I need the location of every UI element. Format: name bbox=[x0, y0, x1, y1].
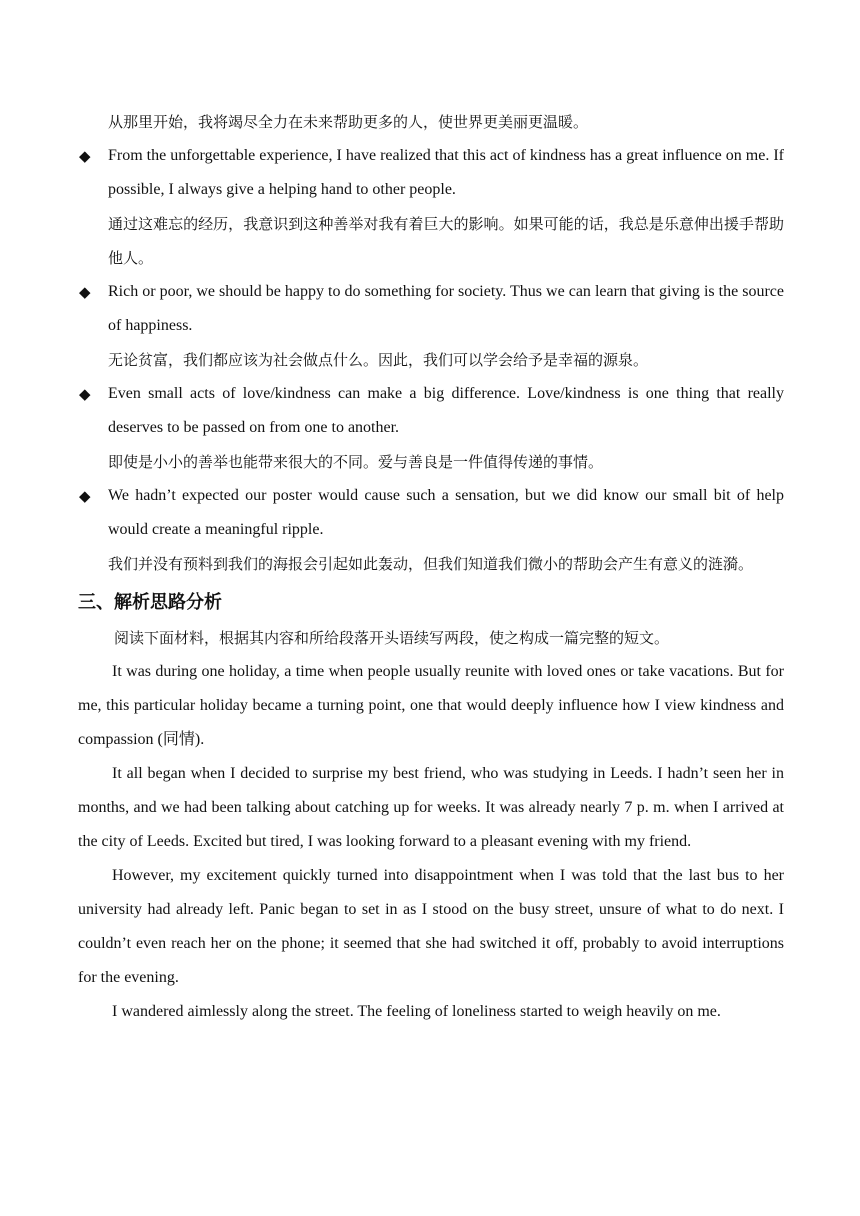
story-paragraph-3: However, my excitement quickly turned into disappointment when I was told that the last bus to her university had already left. Panic began to set in as I stood on the busy street, unsure of what to do next. I couldn’t even reach her on the phone; it seemed that she had switched it off, probably to avoid interruptions for the evening. bbox=[78, 867, 784, 986]
story-paragraph-2: It all began when I decided to surprise my best friend, who was studying in Leeds. I hadn’t seen her in months, and we had been talking about catching up for weeks. It was already nearly 7 p. m. when I arrived at the city of Leeds. Excited but tired, I was looking forward to a pleasant evening with my friend. bbox=[78, 765, 784, 850]
section-heading: 三、解析思路分析 bbox=[78, 592, 222, 613]
document-page bbox=[78, 105, 784, 1029]
bullet-english-text: We hadn’t expected our poster would cause such a sensation, but we did know our small bit of help would create a meaningful ripple. bbox=[108, 487, 784, 538]
intro-line: 从那里开始，我将竭尽全力在未来帮助更多的人，使世界更美丽更温暖。 bbox=[108, 113, 589, 131]
diamond-bullet-icon: ◆ bbox=[79, 385, 91, 403]
bullet-item-3 bbox=[78, 377, 784, 479]
bullet-item-1 bbox=[78, 139, 784, 275]
diamond-bullet-icon: ◆ bbox=[79, 283, 91, 301]
bullet-item-4 bbox=[78, 479, 784, 581]
instruction-text: 阅读下面材料，根据其内容和所给段落开头语续写两段，使之构成一篇完整的短文。 bbox=[114, 629, 670, 647]
bullet-english-text: Rich or poor, we should be happy to do something for society. Thus we can learn that giving is the source of happiness. bbox=[108, 283, 784, 334]
story-paragraph-1: It was during one holiday, a time when people usually reunite with loved ones or take vacations. But for me, this particular holiday became a turning point, one that would deeply influence how I view kindness and compassion (同情). bbox=[78, 663, 784, 748]
bullet-english-text: From the unforgettable experience, I have realized that this act of kindness has a great influence on me. If possible, I always give a helping hand to other people. bbox=[108, 147, 784, 198]
story-paragraph-4: I wandered aimlessly along the street. The feeling of loneliness started to weigh heavily on me. bbox=[112, 1003, 721, 1020]
bullet-chinese-text: 无论贫富，我们都应该为社会做点什么。因此，我们可以学会给予是幸福的源泉。 bbox=[108, 351, 649, 369]
diamond-bullet-icon: ◆ bbox=[79, 147, 91, 165]
bullet-english-text: Even small acts of love/kindness can make a big difference. Love/kindness is one thing that really deserves to be passed on from one to another. bbox=[108, 385, 784, 436]
bullet-chinese-text: 即使是小小的善举也能带来很大的不同。爱与善良是一件值得传递的事情。 bbox=[108, 453, 604, 471]
bullet-chinese-text: 通过这难忘的经历，我意识到这种善举对我有着巨大的影响。如果可能的话，我总是乐意伸出援手帮助他人。 bbox=[108, 215, 784, 267]
bullet-chinese-text: 我们并没有预料到我们的海报会引起如此轰动，但我们知道我们微小的帮助会产生有意义的涟漪。 bbox=[108, 555, 754, 573]
bullet-item-2 bbox=[78, 275, 784, 377]
diamond-bullet-icon: ◆ bbox=[79, 487, 91, 505]
